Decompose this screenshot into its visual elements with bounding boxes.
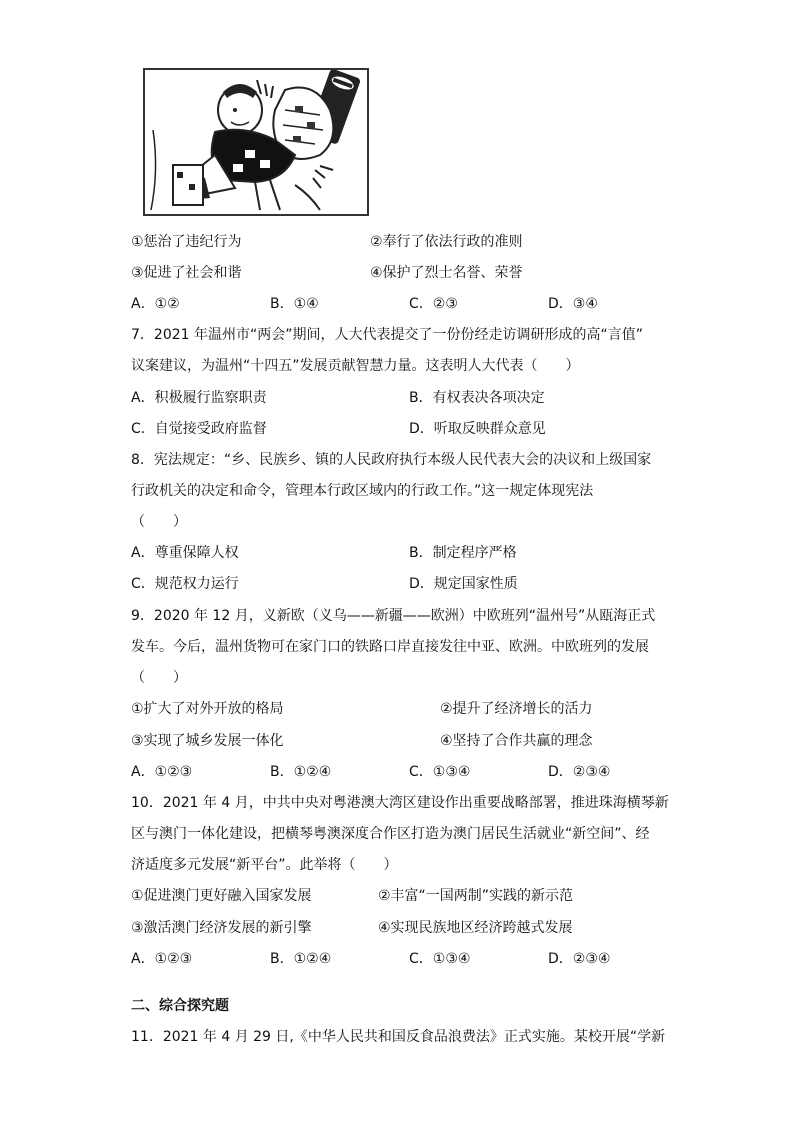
q10-option-3: ③激活澳门经济发展的新引擎: [131, 920, 312, 936]
q10-stem-line-1: 10．2021 年 4 月，中共中央对粤港澳大湾区建设作出重要战略部署，推进珠海横琴新: [131, 795, 669, 811]
q7-stem-line-1: 7．2021 年温州市“两会”期间，人大代表提交了一份份经走访调研形成的高“言值”: [131, 327, 643, 343]
q8-choice-b: B．制定程序严格: [409, 545, 517, 561]
q7-stem-line-2: 议案建议，为温州“十四五”发展贡献智慧力量。这表明人大代表（ ）: [131, 358, 580, 374]
q9-option-1: ①扩大了对外开放的格局: [131, 701, 284, 717]
q11-stem-line-1: 11．2021 年 4 月 29 日,《中华人民共和国反食品浪费法》正式实施。某校开展“学新: [131, 1029, 666, 1045]
q9-option-3: ③实现了城乡发展一体化: [131, 733, 284, 749]
cartoon-image: [143, 68, 369, 216]
q9-stem-line-3: （ ）: [131, 670, 187, 686]
q6-option-3: ③促进了社会和谐: [131, 265, 242, 281]
q9-option-2: ②提升了经济增长的活力: [440, 701, 593, 717]
q6-option-4: ④保护了烈士名誉、荣誉: [370, 265, 523, 281]
q6-option-2: ②奉行了依法行政的准则: [370, 234, 523, 250]
q10-choice-c: C．①③④: [409, 951, 471, 967]
q10-choice-d: D．②③④: [548, 951, 611, 967]
section-heading: 二、综合探究题: [131, 998, 229, 1014]
q9-choice-d: D．②③④: [548, 764, 611, 780]
q10-choice-b: B．①②④: [270, 951, 332, 967]
q10-option-2: ②丰富“一国两制”实践的新示范: [378, 888, 574, 904]
q8-stem-line-3: （ ）: [131, 514, 187, 530]
q7-choice-b: B．有权表决各项决定: [409, 390, 545, 406]
q9-stem-line-2: 发车。今后，温州货物可在家门口的铁路口岸直接发往中亚、欧洲。中欧班列的发展: [131, 639, 649, 655]
q9-option-4: ④坚持了合作共赢的理念: [440, 733, 593, 749]
q10-stem-line-2: 区与澳门一体化建设，把横琴粤澳深度合作区打造为澳门居民生活就业“新空间”、经: [131, 826, 650, 842]
q6-choice-c: C．②③: [409, 296, 458, 312]
q9-choice-b: B．①②④: [270, 764, 332, 780]
q10-stem-line-3: 济适度多元发展“新平台”。此举将（ ）: [131, 857, 398, 873]
q7-choice-d: D．听取反映群众意见: [409, 421, 546, 437]
q7-choice-a: A．积极履行监察职责: [131, 390, 267, 406]
q8-choice-a: A．尊重保障人权: [131, 545, 239, 561]
cartoon-drawing: [145, 70, 367, 214]
q6-choice-b: B．①④: [270, 296, 319, 312]
q9-choice-a: A．①②③: [131, 764, 193, 780]
q9-choice-c: C．①③④: [409, 764, 471, 780]
q10-option-1: ①促进澳门更好融入国家发展: [131, 888, 312, 904]
q6-option-1: ①惩治了违纪行为: [131, 234, 242, 250]
q8-stem-line-1: 8．宪法规定：“乡、民族乡、镇的人民政府执行本级人民代表大会的决议和上级国家: [131, 452, 652, 468]
q6-choice-a: A．①②: [131, 296, 180, 312]
q8-choice-c: C．规范权力运行: [131, 576, 239, 592]
q8-stem-line-2: 行政机关的决定和命令，管理本行政区域内的行政工作。”这一规定体现宪法: [131, 483, 594, 499]
q10-option-4: ④实现民族地区经济跨越式发展: [378, 920, 573, 936]
q10-choice-a: A．①②③: [131, 951, 193, 967]
q8-choice-d: D．规定国家性质: [409, 576, 518, 592]
q6-choice-d: D．③④: [548, 296, 598, 312]
q7-choice-c: C．自觉接受政府监督: [131, 421, 267, 437]
q9-stem-line-1: 9．2020 年 12 月，义新欧（义乌——新疆——欧洲）中欧班列“温州号”从瓯海正式: [131, 608, 656, 624]
